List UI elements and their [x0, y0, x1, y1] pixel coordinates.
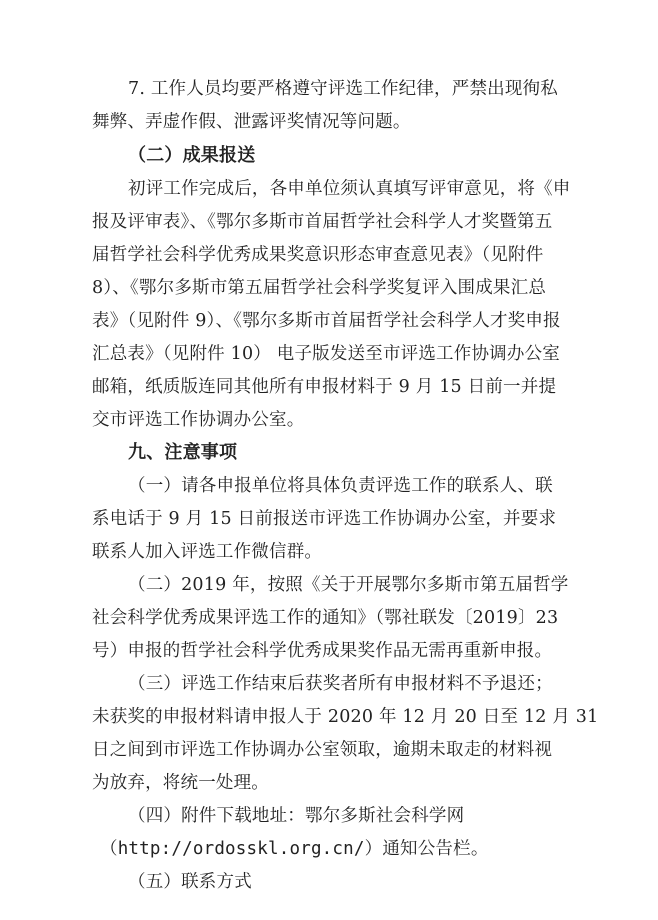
paragraph-line: 报及评审表》、《鄂尔多斯市首届哲学社会科学人才奖暨第五: [92, 212, 553, 232]
chapter-heading: 九、注意事项: [128, 442, 238, 463]
paragraph-line: 为放弃，将统一处理。: [92, 773, 269, 793]
paragraph-line: 表》（见附件 9）、《鄂尔多斯市首届哲学社会科学人才奖申报: [92, 311, 561, 331]
paragraph-line: 邮箱，纸质版连同其他所有申报材料于 9 月 15 日前一并提: [92, 377, 557, 397]
paragraph-line: 汇总表》（见附件 10） 电子版发送至市评选工作协调办公室: [92, 344, 560, 364]
paragraph-line: （四）附件下载地址：鄂尔多斯社会科学网: [128, 806, 465, 826]
paragraph-line: 舞弊、弄虚作假、泄露评奖情况等问题。: [92, 112, 411, 132]
paragraph-line: 8）、《鄂尔多斯市第五届哲学社会科学奖复评入围成果汇总: [92, 278, 547, 298]
paragraph-line: 日之间到市评选工作协调办公室领取，逾期未取走的材料视: [92, 740, 553, 760]
paragraph-line: 系电话于 9 月 15 日前报送市评选工作协调办公室，并要求: [92, 509, 557, 529]
paragraph-line: （二）2019 年，按照《关于开展鄂尔多斯市第五届哲学: [128, 575, 569, 595]
section-heading: （二）成果报送: [128, 145, 256, 166]
paragraph-line: （一）请各申报单位将具体负责评选工作的联系人、联: [128, 476, 553, 496]
paragraph-line: 联系人加入评选工作微信群。: [92, 542, 323, 562]
paragraph-line: 7. 工作人员均要严格遵守评选工作纪律，严禁出现徇私: [128, 79, 558, 99]
paragraph-line: （五）联系方式: [128, 872, 252, 892]
paragraph-line: （三）评选工作结束后获奖者所有申报材料不予退还；: [128, 674, 553, 694]
paragraph-line: 初评工作完成后，各申单位须认真填写评审意见，将《申: [128, 179, 571, 199]
paragraph-line: 社会科学优秀成果评选工作的通知》（鄂社联发〔2019〕23: [92, 608, 559, 628]
paragraph-line: 未获奖的申报材料请申报人于 2020 年 12 月 20 日至 12 月 31: [92, 707, 599, 727]
paragraph-line: 届哲学社会科学优秀成果奖意识形态审查意见表》（见附件: [92, 245, 544, 265]
url-line: （http://ordosskl.org.cn/）通知公告栏。: [100, 839, 489, 859]
paragraph-line: 号）申报的哲学社会科学优秀成果奖作品无需再重新申报。: [92, 641, 553, 661]
paragraph-line: 交市评选工作协调办公室。: [92, 410, 305, 430]
